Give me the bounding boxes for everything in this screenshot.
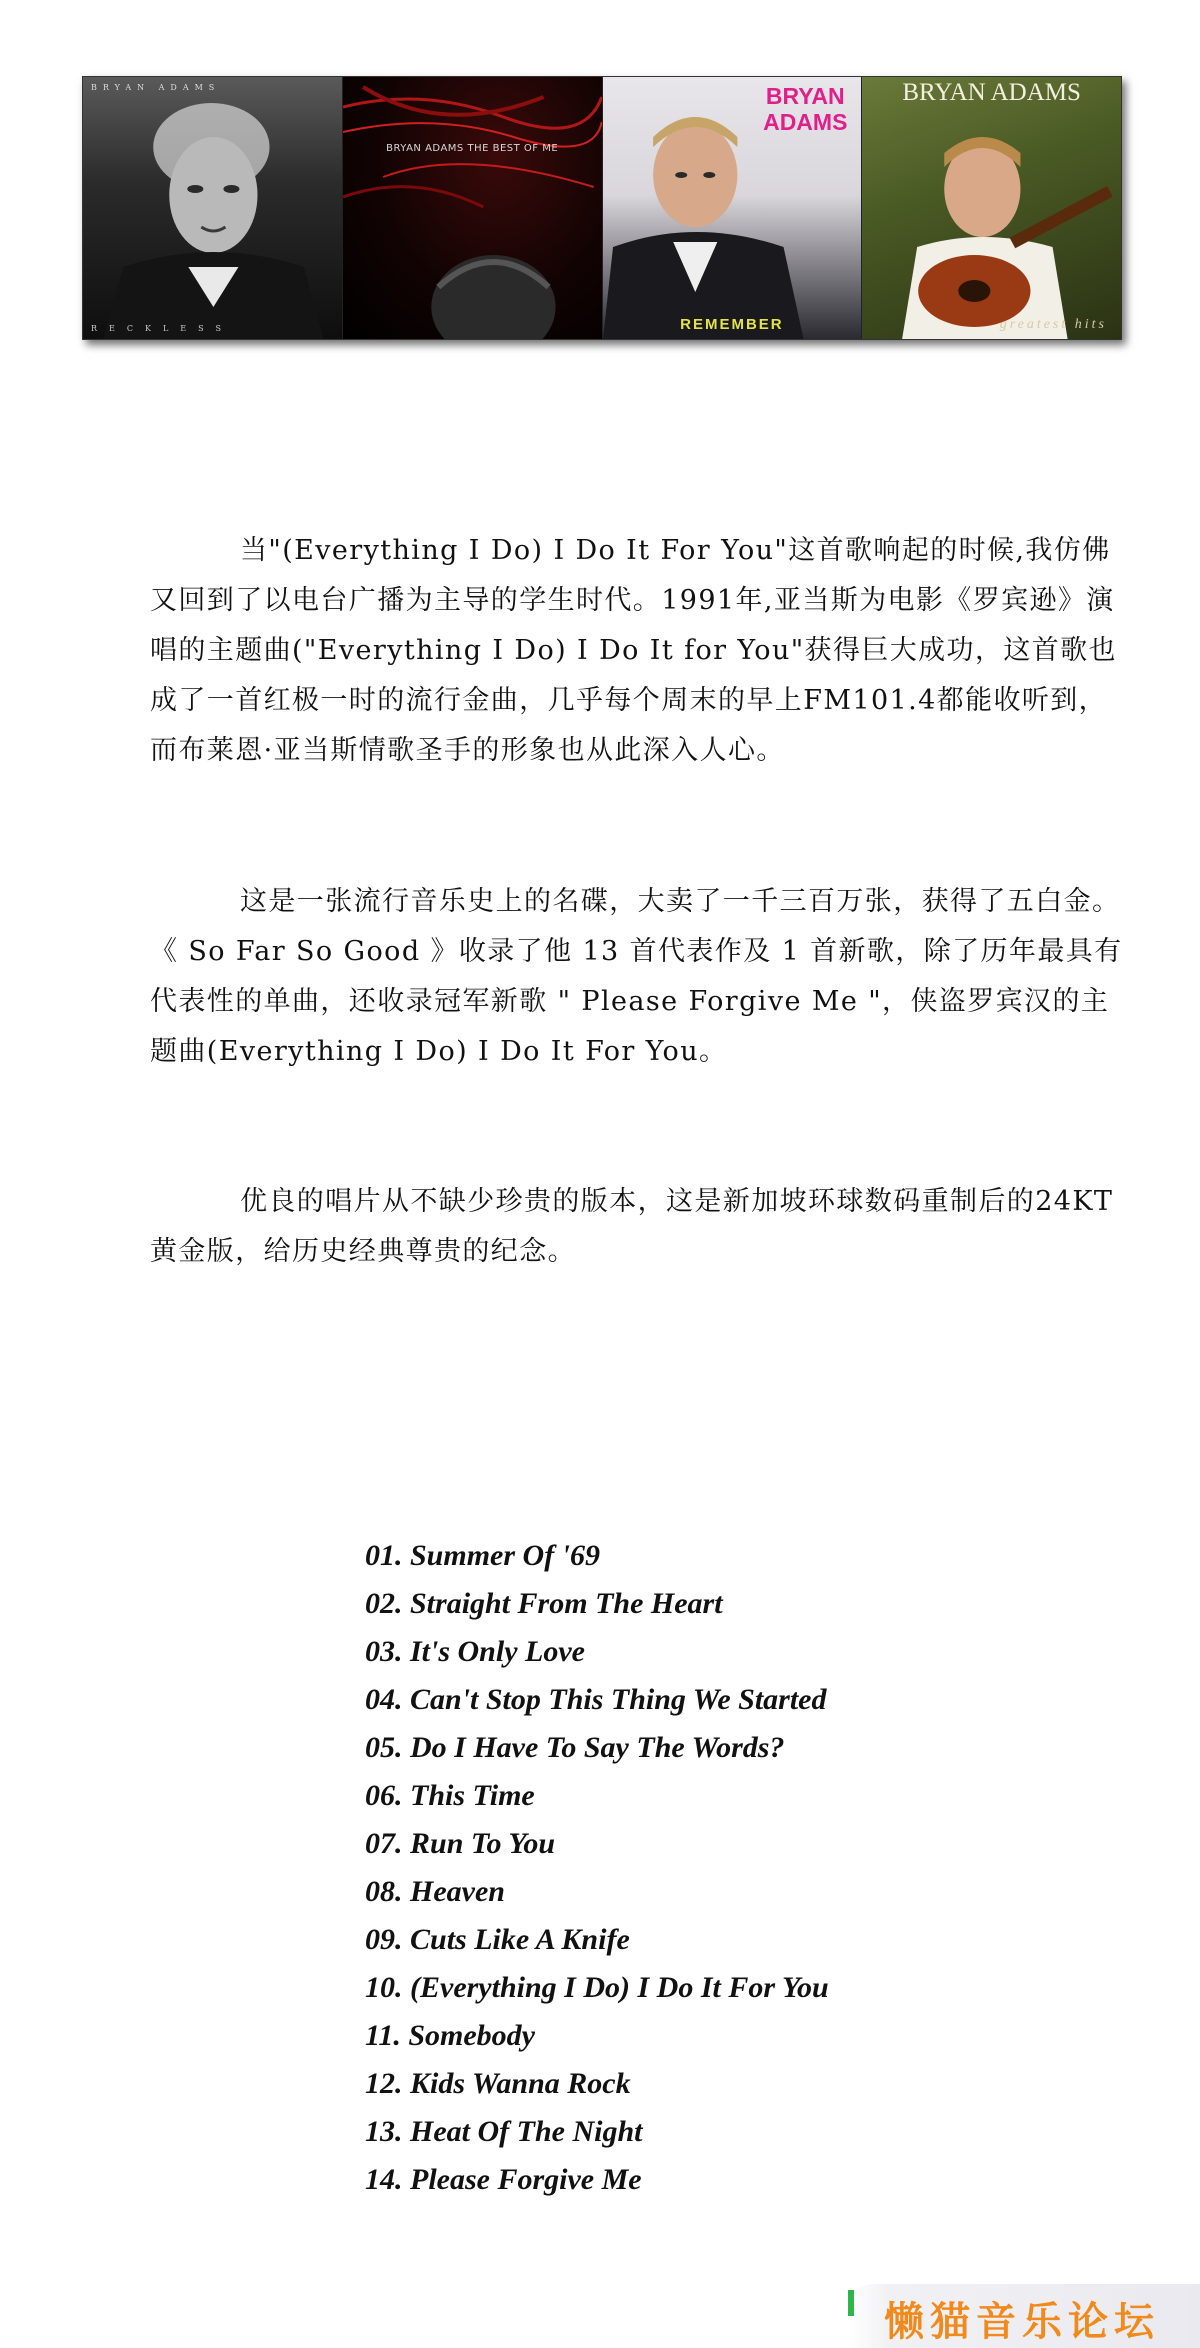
cover-title-text: BRYAN ADAMS THE BEST OF ME — [386, 143, 559, 154]
track-item: 03. It's Only Love — [365, 1635, 585, 1668]
track-item: 02. Straight From The Heart — [365, 1587, 723, 1620]
track-item: 07. Run To You — [365, 1827, 556, 1860]
track-item: 05. Do I Have To Say The Words? — [365, 1731, 785, 1764]
track-item: 04. Can't Stop This Thing We Started — [365, 1683, 827, 1716]
cover-artist-text: BRYAN ADAMS — [91, 83, 221, 92]
album-cover-greatest-hits — [862, 77, 1121, 339]
track-item: 09. Cuts Like A Knife — [365, 1923, 630, 1956]
portrait-image — [83, 77, 342, 339]
track-item: 06. This Time — [365, 1779, 535, 1812]
album-cover-banner — [82, 76, 1122, 340]
album-cover-best-of-me — [343, 77, 603, 339]
article-paragraph: 优良的唱片从不缺少珍贵的版本，这是新加坡环球数码重制后的24KT黄金版，给历史经典尊贵的纪念。 — [150, 1186, 1114, 1267]
forum-watermark — [848, 2284, 1200, 2348]
article-paragraph: 当"(Everything I Do) I Do It For You"这首歌响起的时候,我仿佛又回到了以电台广播为主导的学生时代。1991年,亚当斯为电影《罗宾逊》演唱的主题曲("Everything I Do) I Do It for You"获得巨大成功，这首歌也成了一首红极一时的流行金曲，几乎每个周末的早上FM101.4都能收听到，而布莱恩·亚当斯情歌圣手的形象也从此深入人心。 — [150, 535, 1117, 766]
track-item: 14. Please Forgive Me — [365, 2163, 642, 2196]
cover-album-text: greatest hits — [999, 317, 1107, 332]
cover-artist-text: BRYAN ADAMS — [902, 79, 1081, 106]
album-cover-remember — [603, 77, 863, 339]
red-streaks-image — [343, 77, 602, 339]
track-item: 08. Heaven — [365, 1875, 505, 1908]
track-item: 11. Somebody — [365, 2019, 535, 2052]
track-item: 12. Kids Wanna Rock — [365, 2067, 631, 2100]
album-cover-reckless — [83, 77, 343, 339]
cover-album-text: REMEMBER — [680, 316, 784, 333]
article-paragraph: 这是一张流行音乐史上的名碟，大卖了一千三百万张，获得了五白金。《 So Far So Good 》收录了他 13 首代表作及 1 首新歌，除了历年最具有代表性的单曲，还收录冠军新歌 " Please Forgive Me "，侠盗罗宾汉的主题曲(Everything I Do) I Do It For You。 — [150, 886, 1123, 1067]
track-item: 13. Heat Of The Night — [365, 2115, 643, 2148]
watermark-text: 懒猫音乐论坛 — [884, 2299, 1160, 2345]
cover-artist-text: BRYAN ADAMS — [763, 83, 848, 135]
track-item: 01. Summer Of '69 — [365, 1539, 601, 1572]
watermark-accent-bar — [848, 2290, 854, 2316]
cover-album-text: RECKLESS — [91, 324, 233, 333]
guitar-portrait-image — [862, 77, 1121, 339]
track-list — [365, 1532, 829, 2204]
track-item: 10. (Everything I Do) I Do It For You — [365, 1971, 829, 2004]
